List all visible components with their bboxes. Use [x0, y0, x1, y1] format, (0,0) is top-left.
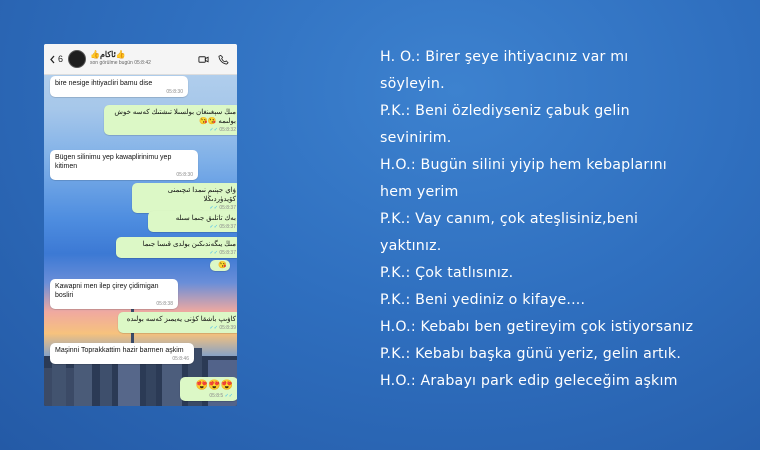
message-text: ۋاي جېنىم نىمدا ئىچىمنى كۆيدۈردىڭلا — [167, 187, 236, 203]
transcript-line: hem yerim — [380, 184, 459, 200]
message-text: Maşinni Toprakkattim hazir barmen aşkim — [55, 347, 184, 354]
message-time — [185, 393, 233, 399]
message-outgoing[interactable] — [132, 183, 237, 213]
transcript-line: H.O.: Arabayı park edip geleceğim aşkım — [380, 373, 678, 389]
message-outgoing[interactable] — [118, 312, 237, 333]
translation-transcript — [380, 44, 740, 395]
contact-name: 👍ئاكام👍 — [90, 50, 126, 59]
transcript-line: H. O.: Birer şeye ihtiyacınız var mı — [380, 49, 629, 65]
message-text: Bügen silinimu yep kawaplirinimu yep kitimen — [55, 154, 172, 170]
message-time: 05:8:46 — [172, 356, 189, 362]
message-text: كاۋىپ باشقا كۈنى يەيمىز كەسە بولىدە — [126, 316, 236, 323]
message-time-value: 05:8:37 — [219, 224, 236, 230]
read-receipt-icon: ✓✓ — [209, 224, 218, 230]
chevron-left-icon — [49, 55, 56, 64]
unread-count: 6 — [57, 54, 63, 64]
message-incoming[interactable] — [50, 343, 194, 364]
message-outgoing[interactable] — [116, 237, 237, 258]
message-time: 05:8:30 — [176, 172, 193, 178]
message-time — [121, 250, 236, 256]
message-incoming[interactable] — [50, 279, 178, 309]
message-outgoing-emoji[interactable] — [210, 260, 230, 271]
message-text: 😘 — [218, 262, 227, 269]
back-button[interactable] — [44, 54, 68, 64]
transcript-line: söyleyin. — [380, 76, 445, 92]
transcript-line: P.K.: Çok tatlısınız. — [380, 265, 514, 281]
message-time: 05:8:38 — [156, 301, 173, 307]
avatar[interactable] — [68, 50, 86, 68]
message-text: مىڭ يىگەندىكىن بولدى قىسا جىما — [142, 241, 236, 248]
message-time — [123, 325, 236, 331]
message-text: bire nesige ihtiyacliri bamu dise — [55, 80, 153, 87]
video-call-icon[interactable] — [198, 54, 209, 65]
message-incoming[interactable] — [50, 150, 198, 180]
message-time — [153, 224, 236, 230]
chat-screenshot — [44, 44, 237, 406]
transcript-line: H.O.: Bugün silini yiyip hem kebaplarını — [380, 157, 667, 173]
read-receipt-icon: ✓✓ — [224, 393, 233, 399]
message-time: 05:8:30 — [166, 89, 183, 95]
transcript-line: P.K.: Vay canım, çok ateşlisiniz,beni — [380, 211, 639, 227]
read-receipt-icon: ✓✓ — [209, 325, 218, 331]
message-time — [109, 127, 236, 133]
message-text: Kawapni men ilep çirey çidimigan bosliri — [55, 283, 159, 299]
transcript-line: H.O.: Kebabı ben getireyim çok istiyorsanız — [380, 319, 694, 335]
message-text: مىڭ سېغىنغان بولسىلا تىشتىك كەسە خوش بولىمە 😘😘 — [114, 109, 236, 125]
message-outgoing[interactable] — [148, 211, 237, 232]
transcript-line: yaktınız. — [380, 238, 442, 254]
read-receipt-icon: ✓✓ — [209, 250, 218, 256]
contact-info[interactable] — [90, 50, 198, 68]
last-seen-status: son görülme bugün 05:8:42 — [90, 60, 151, 66]
transcript-line: P.K.: Beni yediniz o kifaye.... — [380, 292, 586, 308]
read-receipt-icon: ✓✓ — [209, 205, 218, 211]
message-incoming[interactable] — [50, 76, 188, 97]
phone-call-icon[interactable] — [218, 54, 229, 65]
message-time-value: 05:8:37 — [219, 250, 236, 256]
read-receipt-icon: ✓✓ — [209, 127, 218, 133]
message-time-value: 05:8:32 — [219, 127, 236, 133]
message-text: 😍😍😍 — [195, 380, 233, 391]
message-time-value: 05:8:5 — [209, 393, 224, 399]
message-time-value: 05:8:39 — [219, 325, 236, 331]
message-time-value: 05:8:37 — [219, 205, 236, 211]
transcript-line: P.K.: Kebabı başka günü yeriz, gelin artık. — [380, 346, 682, 362]
message-outgoing-emoji[interactable] — [180, 377, 237, 401]
message-outgoing[interactable] — [104, 105, 237, 135]
message-text: بەك تاتلىق جىما سىلە — [175, 215, 236, 222]
transcript-line: sevinirim. — [380, 130, 452, 146]
chat-header — [44, 44, 237, 75]
transcript-line: P.K.: Beni özlediyseniz çabuk gelin — [380, 103, 630, 119]
